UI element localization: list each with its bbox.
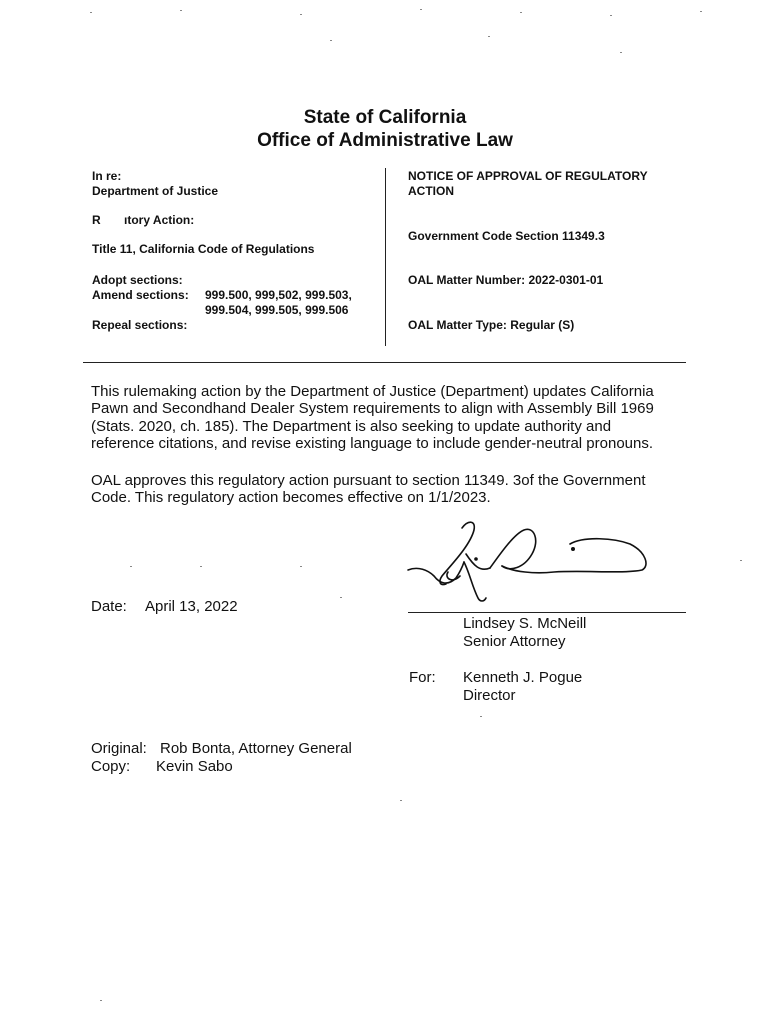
oal-matter-type: OAL Matter Type: Regular (S) (408, 318, 575, 332)
notice-title-1: NOTICE OF APPROVAL OF REGULATORY (408, 169, 648, 183)
ccr-title: Title 11, California Code of Regulations (92, 242, 315, 256)
section-divider (83, 362, 686, 363)
paragraph-1-line-4: reference citations, and revise existing language to include gender-neutral pronouns. (91, 435, 654, 452)
date-label: Date: (91, 598, 127, 615)
signature-image (404, 514, 654, 606)
paragraph-1-line-2: Pawn and Secondhand Dealer System requirements to align with Assembly Bill 1969 (91, 400, 654, 417)
amend-sections-list-2: 999.504, 999.505, 999.506 (205, 303, 349, 317)
paragraph-1-line-3: (Stats. 2020, ch. 185). The Department is also seeking to update authority and (91, 418, 612, 435)
for-label: For: (409, 669, 436, 686)
amend-sections-label: Amend sections: (92, 288, 189, 302)
copy-label: Copy: (91, 758, 131, 775)
original-recipient: Rob Bonta, Attorney General (160, 740, 352, 757)
for-title: Director (463, 687, 516, 704)
header-state: State of California (303, 107, 467, 128)
original-label: Original: (91, 740, 147, 757)
signer-name: Lindsey S. McNeill (463, 615, 587, 632)
signature-line (408, 612, 686, 613)
amend-sections-list-1: 999.500, 999,502, 999.503, (205, 288, 352, 302)
paragraph-1-line-1: This rulemaking action by the Department of Justice (Department) updates California (91, 383, 654, 400)
oal-matter-number: OAL Matter Number: 2022-0301-01 (408, 273, 604, 287)
department-name: Department of Justice (92, 184, 219, 198)
government-code: Government Code Section 11349.3 (408, 229, 605, 243)
regulatory-action-label: R ıtory Action: (92, 213, 195, 227)
column-divider (385, 168, 386, 346)
notice-title-2: ACTION (408, 184, 454, 198)
in-re-label: In re: (92, 169, 122, 183)
copy-recipient: Kevin Sabo (156, 758, 233, 775)
for-name: Kenneth J. Pogue (463, 669, 583, 686)
adopt-sections-label: Adopt sections: (92, 273, 183, 287)
paragraph-2-line-2: Code. This regulatory action becomes effective on 1/1/2023. (91, 489, 491, 506)
paragraph-2-line-1: OAL approves this regulatory action pursuant to section 11349. 3of the Government (91, 472, 646, 489)
header-office: Office of Administrative Law (257, 130, 513, 151)
repeal-sections-label: Repeal sections: (92, 318, 188, 332)
date-value: April 13, 2022 (145, 598, 238, 615)
signer-title: Senior Attorney (463, 633, 566, 650)
